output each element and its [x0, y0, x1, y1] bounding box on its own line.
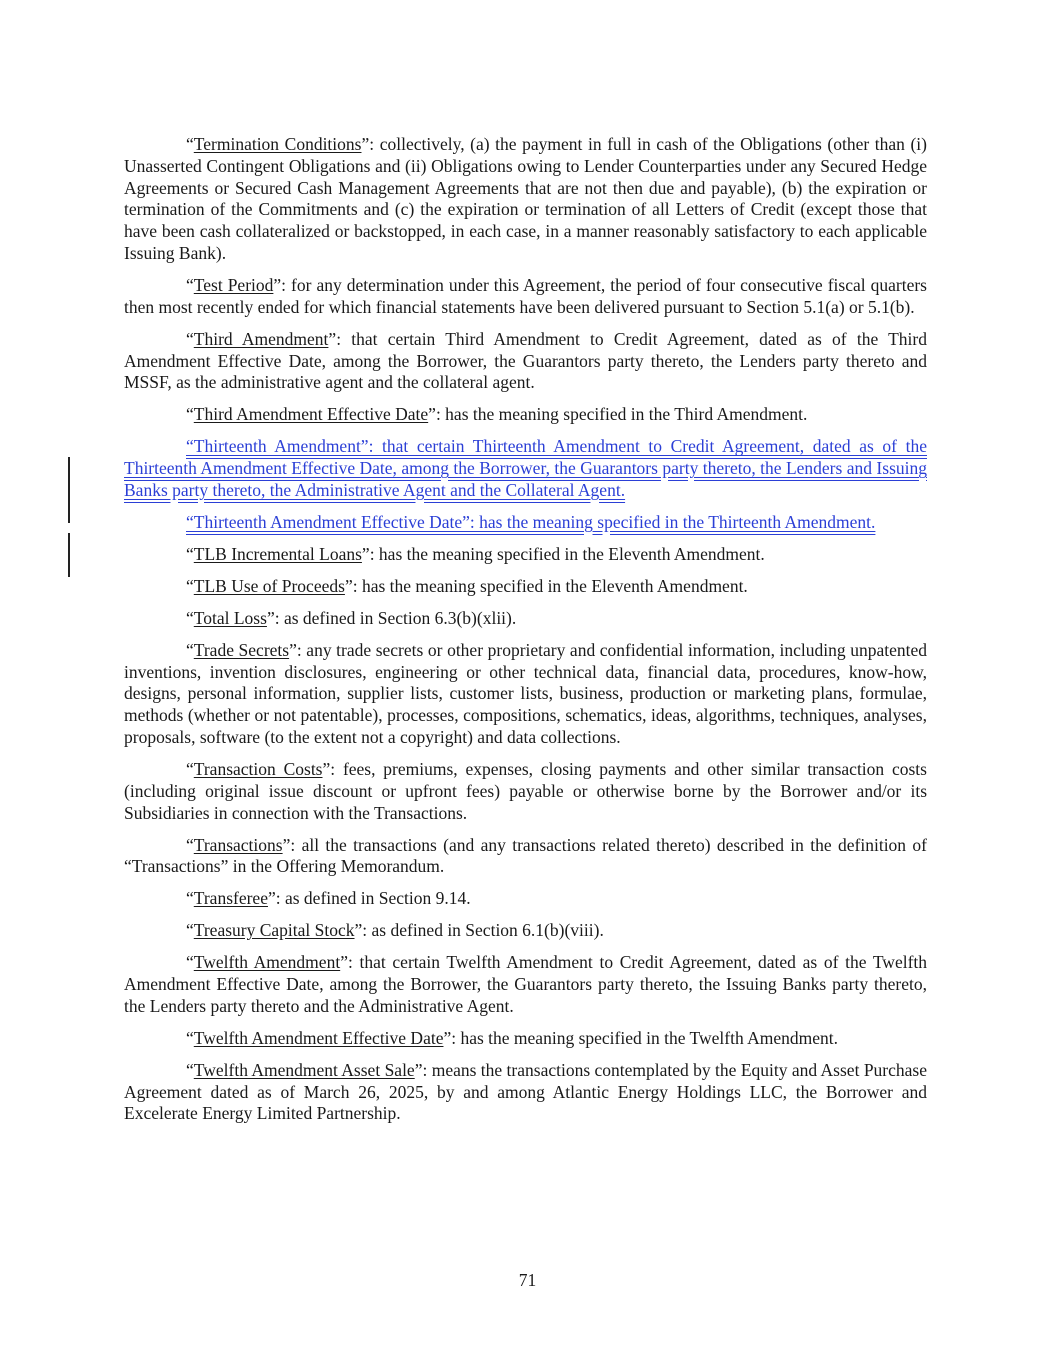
definition-termination-conditions: “Termination Conditions”: collectively, (a) the payment in full in cash of the Obligations (other than (i) Unasserted Contingent Obligations and (ii) Obligations owing to Lender Counterparties under any Secured Hedge Agreements or Secured Cash Management Agreements that are not then due and payable), (b) the expiration or termination of the Commitments and (c) the expiration or termination of all Letters of Credit (except those that have been cash collateralized or backstopped, in each case, in a manner reasonably satisfactory to each applicable Issuing Bank).	[124, 134, 927, 263]
definition-third-amendment: “Third Amendment”: that certain Third Amendment to Credit Agreement, dated as of the Third Amendment Effective Date, among the Borrower, the Guarantors party thereto, the Lenders party thereto and MSSF, as the administrative agent and the collateral agent.	[124, 328, 927, 393]
change-bar	[68, 533, 70, 577]
definition-twelfth-amendment-asset-sale: “Twelfth Amendment Asset Sale”: means the transactions contemplated by the Equity and Asset Purchase Agreement dated as of March 26, 2025, by and among Atlantic Energy Holdings LLC, the Borrower and Excelerate Energy Limited Partnership.	[124, 1059, 927, 1124]
defined-term: Transferee	[193, 888, 268, 909]
definition-transactions: “Transactions”: all the transactions (and any transactions related thereto) described in the definition of “Transactions” in the Offering Memorandum.	[124, 834, 927, 877]
defined-term: Transaction Costs	[193, 759, 323, 779]
defined-term: TLB Use of Proceeds	[193, 575, 345, 596]
defined-term: Third Amendment Effective Date	[193, 404, 429, 425]
definition-total-loss: “Total Loss”: as defined in Section 6.3(b)(xlii).	[186, 607, 517, 628]
page-number: 71	[518, 1270, 537, 1290]
defined-term: Twelfth Amendment Effective Date	[193, 1027, 444, 1048]
definition-transferee: “Transferee”: as defined in Section 9.14.	[186, 888, 471, 909]
defined-term: Trade Secrets	[193, 639, 290, 660]
definition-treasury-capital-stock: “Treasury Capital Stock”: as defined in Section 6.1(b)(viii).	[186, 920, 604, 941]
definition-test-period: “Test Period”: for any determination under this Agreement, the period of four consecutive fiscal quarters then most recently ended for which financial statements have been delivered pursuant to Section 5.1(a) or 5.1(b).	[124, 274, 927, 317]
definition-tlb-use-of-proceeds: “TLB Use of Proceeds”: has the meaning specified in the Eleventh Amendment.	[186, 575, 748, 596]
definition-twelfth-amendment-effective-date: “Twelfth Amendment Effective Date”: has the meaning specified in the Twelfth Amendment.	[186, 1027, 838, 1048]
definition-third-amendment-effective-date: “Third Amendment Effective Date”: has the meaning specified in the Third Amendment.	[186, 404, 808, 425]
inserted-text: “Thirteenth Amendment Effective Date”: has the meaning specified in the Thirteenth Amendment.	[186, 511, 876, 532]
change-bar	[68, 457, 70, 523]
definition-twelfth-amendment: “Twelfth Amendment”: that certain Twelfth Amendment to Credit Agreement, dated as of the Twelfth Amendment Effective Date, among the Borrower, the Guarantors party thereto, the Issuing Banks party thereto, the Lenders party thereto and the Administrative Agent.	[124, 952, 928, 1016]
defined-term: Twelfth Amendment Asset Sale	[193, 1059, 415, 1080]
definition-tlb-incremental-loans: “TLB Incremental Loans”: has the meaning specified in the Eleventh Amendment.	[186, 543, 765, 564]
defined-term: Total Loss	[193, 607, 267, 628]
defined-term: Twelfth Amendment	[193, 952, 341, 973]
defined-term: Transactions	[193, 834, 283, 855]
defined-term: TLB Incremental Loans	[193, 543, 362, 564]
definition-transaction-costs: “Transaction Costs”: fees, premiums, expenses, closing payments and other similar transaction costs (including original issue discount or upfront fees) payable or otherwise borne by the Borrower and/or its Subsidiaries in connection with the Transactions.	[124, 759, 927, 823]
definition-trade-secrets: “Trade Secrets”: any trade secrets or other proprietary and confidential information, including unpatented inventions, invention disclosures, engineering or other technical data, financial data, procedures, know-how, designs, personal information, supplier lists, customer lists, business, production or marketing plans, formulae, methods (whether or not patentable), processes, compositions, schematics, ideas, algorithms, techniques, analyses, proposals, software (to the extent not a copyright) and data collections.	[124, 639, 927, 748]
defined-term: Termination Conditions	[193, 134, 362, 154]
defined-term: Treasury Capital Stock	[193, 920, 355, 941]
inserted-text: “Thirteenth Amendment”: that certain Thirteenth Amendment to Credit Agreement, dated as of the Thirteenth Amendment Effective Date, among the Borrower, the Guarantors party thereto, the Lenders and Issuing Banks party thereto, the Administrative Agent and the Collateral Agent.	[124, 436, 927, 500]
definition-thirteenth-amendment-inserted	[124, 436, 927, 501]
definition-thirteenth-amendment-effective-date-inserted	[124, 512, 927, 534]
defined-term: Third Amendment	[193, 328, 329, 349]
defined-term: Test Period	[193, 274, 274, 295]
definitions-list	[124, 134, 927, 1135]
